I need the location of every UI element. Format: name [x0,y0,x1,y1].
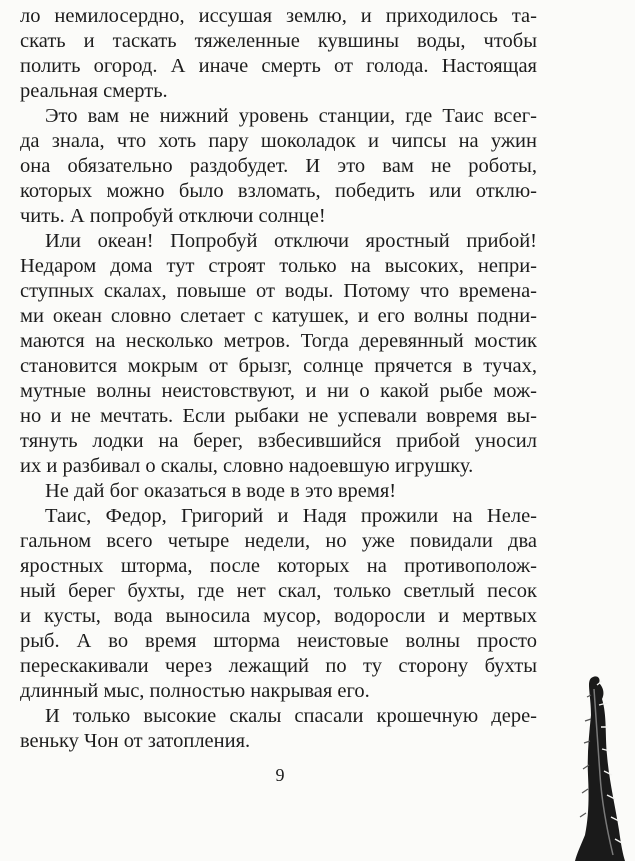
paragraph-first-line: И только высокие скалы спасали крошечную дере- [45,705,537,727]
text-line: перескакивали через лежащий по ту сторону бухты [20,655,537,677]
text-line: чить. А попробуй отключи солнце! [20,205,326,227]
text-line: ло немилосердно, иссушая землю, и приходилось та- [20,5,537,27]
text-line: она обязательно раздобудет. И это вам не роботы, [20,155,537,177]
bamboo-decoration-icon [555,675,635,861]
text-line: веньку Чон от затопления. [20,730,251,752]
text-line: но и не мечтать. Если рыбаки не успевали вовремя вы- [20,405,537,427]
text-line: их и разбивал о скалы, словно надоевшую игрушку. [20,455,474,477]
text-line: длинный мыс, полностью накрывая его. [20,680,370,702]
text-line: ми океан словно слетает с катушек, и его волны подни- [20,305,537,327]
text-line: ступных скалах, повыше от воды. Потому что времена- [20,280,537,302]
text-line: яростных шторма, после которых на противополож- [20,555,537,577]
paragraph-first-line: Это вам не нижний уровень станции, где Таис всег- [45,105,537,127]
text-line: становится мокрым от брызг, солнце прячется в тучах, [20,355,537,377]
text-line: да знала, что хоть пару шоколадок и чипсы на ужин [20,130,537,152]
paragraph-first-line: Или океан! Попробуй отключи яростный прибой! [45,230,537,252]
text-line: которых можно было взломать, победить или отклю- [20,180,537,202]
text-line: гальном всего четыре недели, но уже повидали два [20,530,537,552]
text-line: и кусты, вода выносила мусор, водоросли и мертвых [20,605,537,627]
text-line: Недаром дома тут строят только на высоких, непри- [20,255,537,277]
text-line: реальная смерть. [20,80,168,102]
paragraph-first-line: Не дай бог оказаться в воде в это время! [45,480,397,502]
text-line: ный берег бухты, где нет скал, только светлый песок [20,580,537,602]
text-line: полить огород. А иначе смерть от голода. Настоящая [20,55,537,77]
text-line: мутные волны неистовствуют, и ни о какой рыбе мож- [20,380,537,402]
text-line: скать и таскать тяжеленные кувшины воды, чтобы [20,30,537,52]
text-line: рыб. А во время шторма неистовые волны просто [20,630,537,652]
paragraph-first-line: Таис, Федор, Григорий и Надя прожили на Нелe- [45,505,537,527]
text-line: тянуть лодки на берег, взбесившийся прибой уносил [20,430,537,452]
text-line: маются на несколько метров. Тогда деревянный мостик [20,330,537,352]
page-number: 9 [275,765,285,785]
